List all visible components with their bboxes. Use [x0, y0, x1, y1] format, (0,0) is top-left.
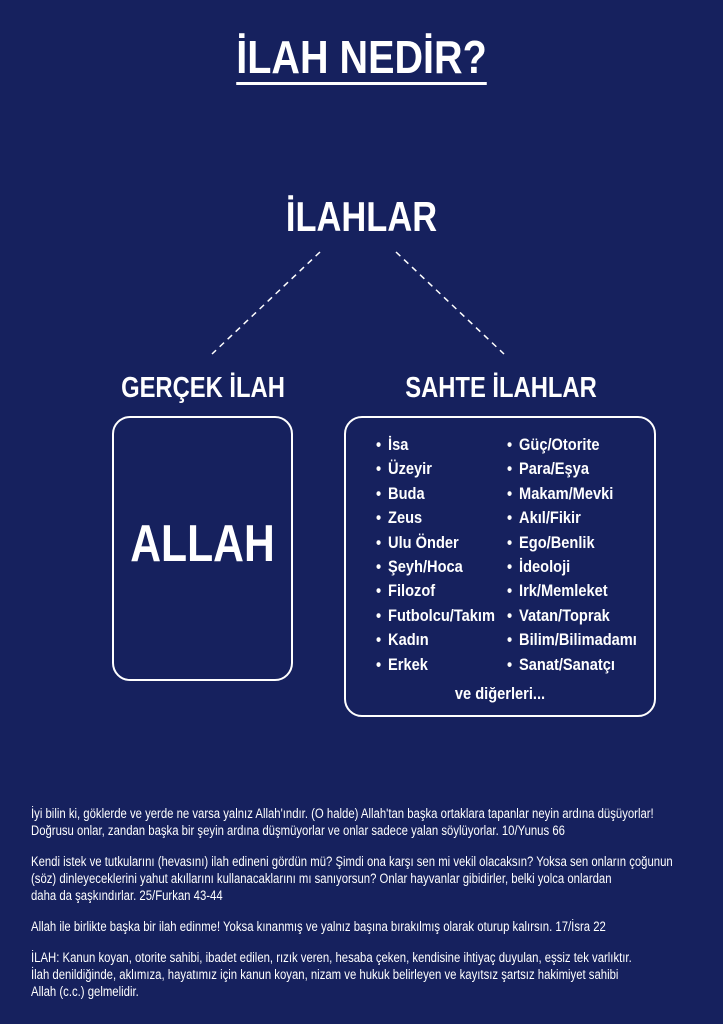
list-item-label: Erkek — [388, 654, 428, 674]
true-god-label: GERÇEK İLAH — [121, 372, 285, 404]
bullet-icon: • — [507, 654, 513, 674]
quote-line: İyi bilin ki, göklerde ve yerde ne varsa yalnız Allah'ındır. (O halde) Allah'tan başka ortaklara tapanlar neyin ardına düşüyorlar! — [31, 806, 654, 821]
true-god-name: ALLAH — [130, 515, 275, 573]
bullet-icon: • — [507, 532, 513, 552]
quote-line: Kendi istek ve tutkularını (hevasını) ilah edineni gördün mü? Şimdi ona karşı sen mi vekil olacaksın? Yoksa sen onların çoğunun — [31, 854, 673, 869]
list-item — [507, 604, 637, 628]
quote-paragraph — [31, 853, 703, 904]
list-item — [376, 433, 495, 457]
false-gods-label: SAHTE İLAHLAR — [405, 372, 597, 404]
list-item — [376, 482, 495, 506]
quote-paragraph — [31, 805, 703, 839]
others-label: ve diğerleri... — [454, 684, 546, 703]
quote-line: (söz) dinleyeceklerini yahut akıllarını kullanacaklarını mı sanıyorsun? Onlar hayvanlar gibidirler, belki yolca onlardan — [31, 871, 612, 886]
list-item-label: Sanat/Sanatçı — [519, 654, 615, 674]
page-title: İLAH NEDİR? — [236, 31, 487, 83]
bullet-icon: • — [376, 556, 382, 576]
list-item — [376, 628, 495, 652]
root-label: İLAHLAR — [285, 193, 438, 240]
list-item-label: Para/Eşya — [519, 459, 589, 479]
quote-line: İLAH: Kanun koyan, otorite sahibi, ibadet edilen, rızık veren, hesaba çeken, kendisine ihtiyaç duyulan, eşsiz tek varlıktır. — [31, 950, 632, 965]
list-item — [376, 457, 495, 481]
bullet-icon: • — [376, 483, 382, 503]
list-item — [376, 506, 495, 530]
list-item-label: Futbolcu/Takım — [388, 605, 495, 625]
list-item — [376, 531, 495, 555]
bullet-icon: • — [507, 581, 513, 601]
list-item-label: Irk/Memleket — [519, 581, 608, 601]
bullet-icon: • — [376, 508, 382, 528]
quotes-section — [31, 805, 703, 1014]
quote-line: Doğrusu onlar, zandan başka bir şeyin ardına düşmüyorlar ve onlar sadece yalan söylüyorlar. 10/Yunus 66 — [31, 823, 565, 838]
list-item-label: Zeus — [388, 508, 423, 528]
list-item-label: Akıl/Fikir — [519, 508, 581, 528]
quote-line: İlah denildiğinde, aklımıza, hayatımız için kanun koyan, nizam ve hukuk belirleyen ve kayıtsız şartsız hakimiyet sahibi — [31, 967, 619, 982]
connector-left — [212, 252, 320, 354]
bullet-icon: • — [376, 605, 382, 625]
false-gods-box — [344, 416, 656, 717]
list-item-label: Güç/Otorite — [519, 435, 600, 454]
bullet-icon: • — [507, 605, 513, 625]
bullet-icon: • — [376, 532, 382, 552]
list-item-label: Makam/Mevki — [519, 483, 614, 503]
list-item-label: Şeyh/Hoca — [388, 556, 463, 576]
list-item — [507, 506, 637, 530]
list-item-label: Kadın — [388, 630, 429, 650]
true-god-box — [112, 416, 293, 681]
list-item — [376, 555, 495, 579]
list-item — [507, 433, 637, 457]
quote-paragraph — [31, 918, 703, 935]
false-gods-list-right — [507, 433, 658, 677]
list-item-label: Ulu Önder — [388, 532, 459, 552]
list-item — [507, 531, 637, 555]
list-item — [507, 482, 637, 506]
quote-line: Allah ile birlikte başka bir ilah edinme! Yoksa kınanmış ve yalnız başına bırakılmış olarak oturup kalırsın. 17/İsra 22 — [31, 919, 606, 934]
list-item — [507, 579, 637, 603]
bullet-icon: • — [376, 630, 382, 650]
list-item — [507, 555, 637, 579]
list-item — [376, 579, 495, 603]
list-item — [507, 457, 637, 481]
list-item-label: Bilim/Bilimadamı — [519, 630, 637, 650]
bullet-icon: • — [376, 459, 382, 479]
bullet-icon: • — [507, 556, 513, 576]
list-item — [376, 604, 495, 628]
bullet-icon: • — [376, 654, 382, 674]
list-item-label: Buda — [388, 483, 425, 503]
list-item — [507, 628, 637, 652]
bullet-icon: • — [507, 483, 513, 503]
list-item-label: İsa — [388, 435, 409, 454]
list-item-label: Vatan/Toprak — [519, 605, 610, 625]
quote-paragraph — [31, 949, 703, 1000]
list-item-label: İdeoloji — [519, 556, 571, 576]
bullet-icon: • — [507, 435, 513, 454]
bullet-icon: • — [376, 435, 382, 454]
quote-line: daha da şaşkındırlar. 25/Furkan 43-44 — [31, 888, 223, 903]
list-item-label: Üzeyir — [388, 459, 432, 479]
bullet-icon: • — [507, 508, 513, 528]
list-item-label: Ego/Benlik — [519, 532, 595, 552]
bullet-icon: • — [507, 630, 513, 650]
bullet-icon: • — [507, 459, 513, 479]
connector-right — [396, 252, 504, 354]
list-item — [376, 653, 495, 677]
bullet-icon: • — [376, 581, 382, 601]
list-item-label: Filozof — [388, 581, 436, 601]
false-gods-list-left — [376, 433, 514, 677]
list-item — [507, 653, 637, 677]
quote-line: Allah (c.c.) gelmelidir. — [31, 984, 139, 999]
